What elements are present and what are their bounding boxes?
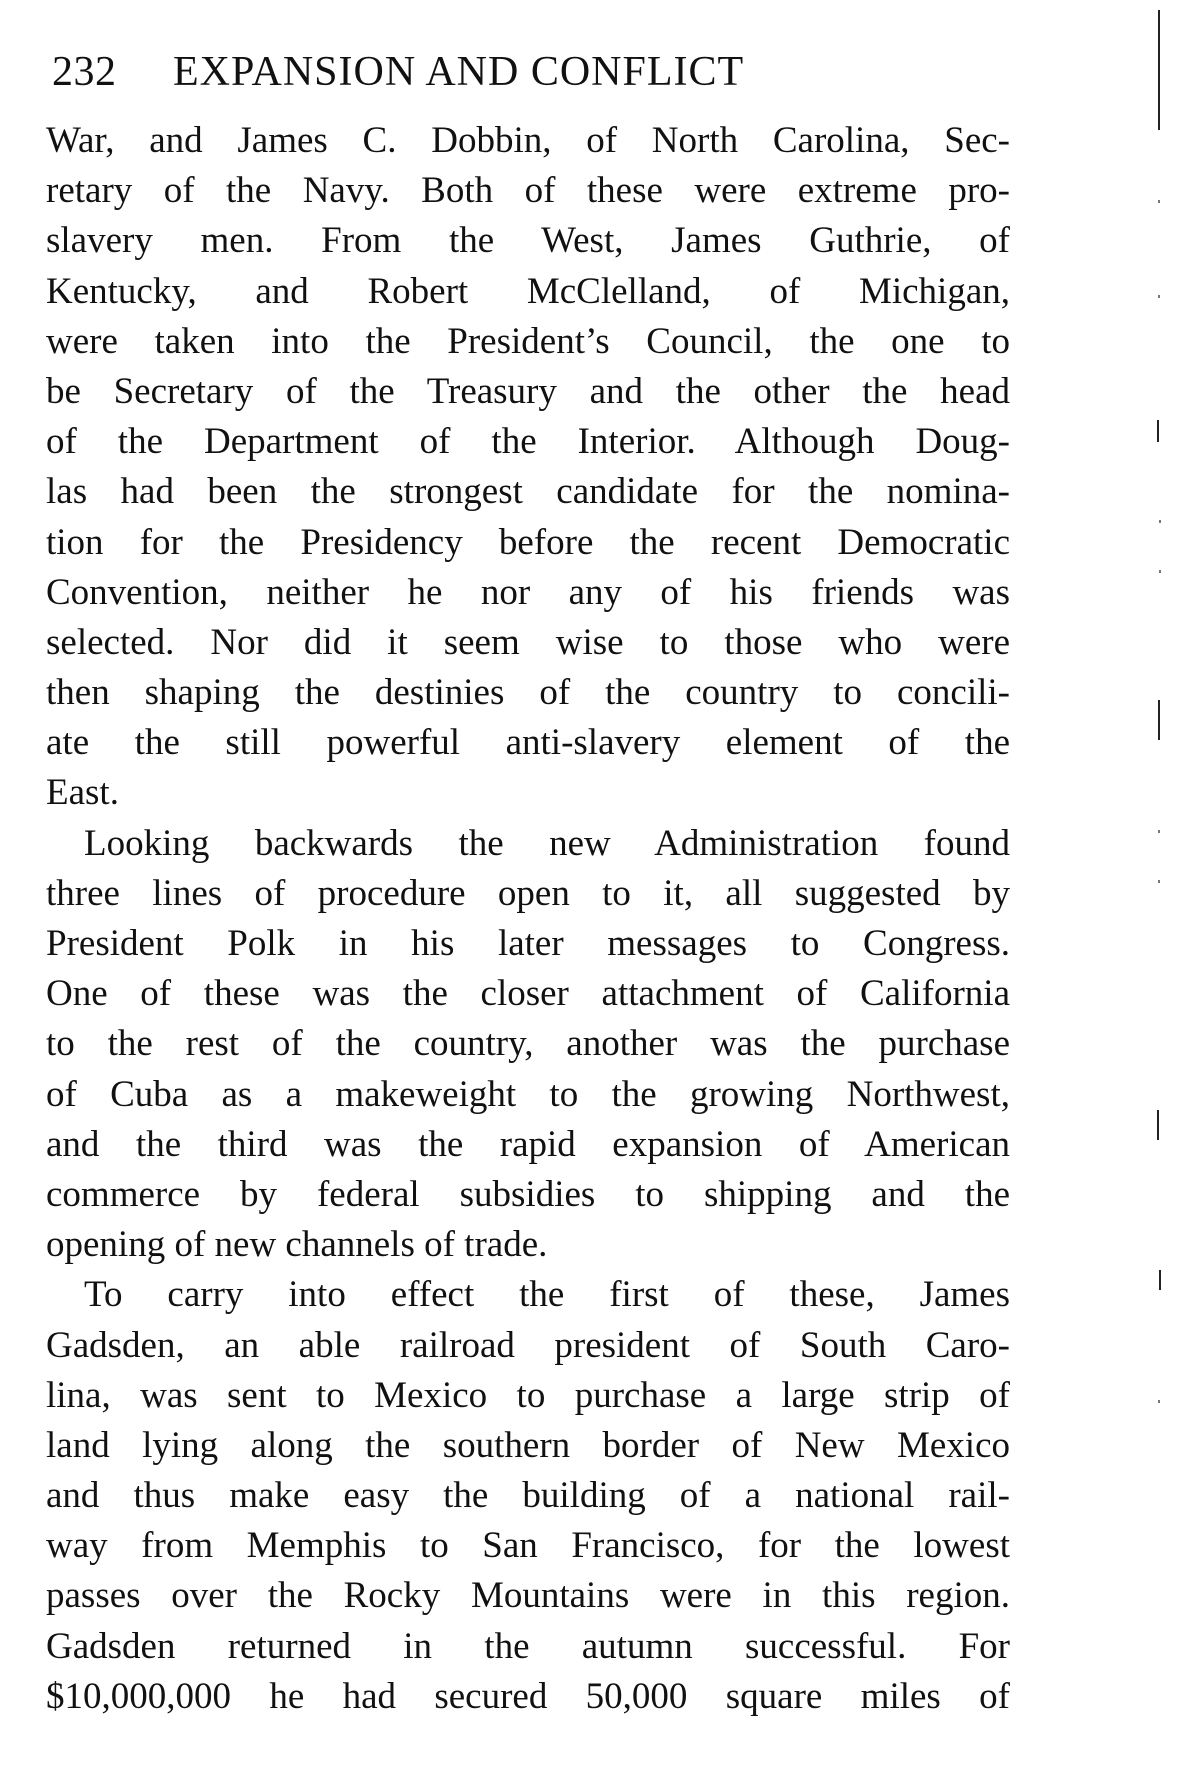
- text-line: opening of new channels of trade.: [46, 1224, 548, 1266]
- scan-mark: [1158, 200, 1160, 203]
- running-title: EXPANSION AND CONFLICT: [173, 49, 745, 95]
- text-line: then shaping the destinies of the country to concili-: [46, 672, 1010, 714]
- text-line: East.: [46, 772, 119, 814]
- text-line: land lying along the southern border of New Mexico: [46, 1424, 1010, 1466]
- scan-mark: [1157, 420, 1159, 442]
- page-number: 232: [52, 49, 117, 95]
- text-line: commerce by federal subsidies to shipping and the: [46, 1173, 1010, 1215]
- text-line: lina, was sent to Mexico to purchase a large strip of: [46, 1374, 1010, 1416]
- scan-mark: [1158, 295, 1160, 298]
- page-edge-artifacts: [1150, 0, 1180, 1776]
- text-line: Gadsden, an able railroad president of South Caro-: [46, 1324, 1010, 1366]
- text-line: passes over the Rocky Mountains were in this region.: [46, 1575, 1010, 1617]
- text-line: To carry into effect the first of these, James: [84, 1274, 1010, 1316]
- text-line: President Polk in his later messages to Congress.: [46, 923, 1010, 964]
- text-line: slavery men. From the West, James Guthrie, of: [46, 220, 1010, 262]
- scan-mark: [1159, 520, 1161, 523]
- scan-mark: [1159, 1270, 1161, 1290]
- text-line: War, and James C. Dobbin, of North Carolina, Sec-: [46, 120, 1010, 161]
- body-text: [46, 116, 1010, 1722]
- text-line: Gadsden returned in the autumn successful. For: [46, 1625, 1010, 1667]
- scan-mark: [1158, 10, 1160, 130]
- text-line: and thus make easy the building of a national rail-: [46, 1475, 1010, 1517]
- text-line: One of these was the closer attachment of California: [46, 973, 1010, 1015]
- text-line: Kentucky, and Robert McClelland, of Michigan,: [46, 270, 1010, 312]
- text-line: were taken into the President’s Council, the one to: [46, 320, 1010, 362]
- text-line: selected. Nor did it seem wise to those who were: [46, 621, 1010, 663]
- text-line: las had been the strongest candidate for the nomina-: [46, 471, 1010, 513]
- scan-mark: [1158, 1400, 1160, 1403]
- scan-mark: [1158, 830, 1160, 833]
- text-line: tion for the Presidency before the recent Democratic: [46, 521, 1010, 563]
- scan-mark: [1158, 700, 1160, 740]
- text-line: three lines of procedure open to it, all suggested by: [46, 872, 1010, 914]
- text-line: of Cuba as a makeweight to the growing Northwest,: [46, 1073, 1010, 1115]
- text-line: Convention, neither he nor any of his friends was: [46, 571, 1010, 613]
- text-line: way from Memphis to San Francisco, for the lowest: [46, 1525, 1010, 1567]
- text-line: ate the still powerful anti-slavery element of the: [46, 722, 1010, 764]
- scan-mark: [1157, 1110, 1159, 1140]
- scan-mark: [1159, 570, 1161, 573]
- text-line: retary of the Navy. Both of these were extreme pro-: [46, 170, 1010, 212]
- text-line: and the third was the rapid expansion of American: [46, 1123, 1010, 1165]
- running-head: [52, 42, 952, 102]
- text-line: of the Department of the Interior. Although Doug-: [46, 421, 1010, 463]
- text-line: to the rest of the country, another was the purchase: [46, 1023, 1010, 1065]
- text-line: Looking backwards the new Administration found: [84, 822, 1010, 864]
- scan-mark: [1158, 880, 1160, 883]
- text-line: be Secretary of the Treasury and the other the head: [46, 370, 1010, 412]
- text-line: $10,000,000 he had secured 50,000 square miles of: [46, 1675, 1010, 1717]
